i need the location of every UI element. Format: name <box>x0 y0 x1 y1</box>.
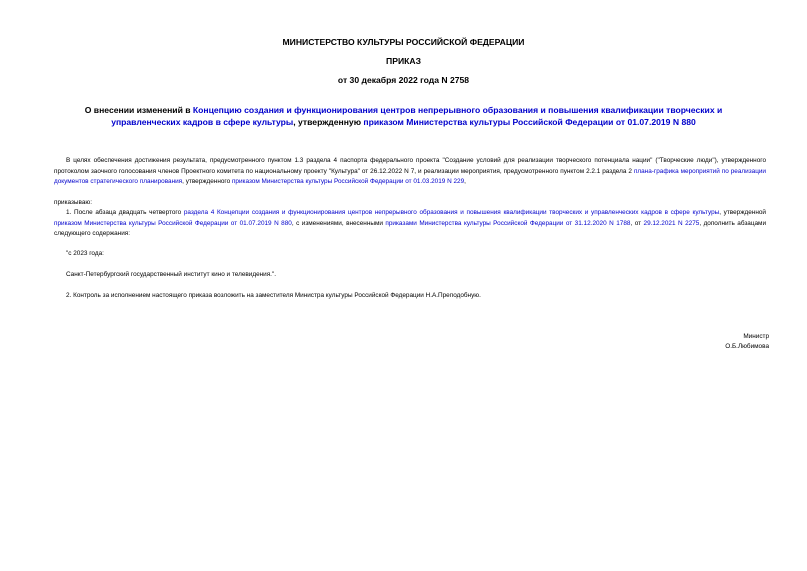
signatory-position: Министр <box>743 333 769 340</box>
preamble-text-2: , утвержденного <box>182 178 232 185</box>
order-880-link[interactable]: приказом Министерства культуры Российской Федерации от 01.07.2019 N 880 <box>363 117 696 127</box>
point-2-paragraph: 2. Контроль за исполнением настоящего приказа возложить на заместителя Министра культуры Российской Федерации Н.А.Преподобную. <box>66 292 481 299</box>
document-type: ПРИКАЗ <box>386 56 421 66</box>
order-229-link[interactable]: приказом Министерства культуры Российской Федерации от 01.03.2019 N 229 <box>231 178 465 185</box>
point-1-text-4: , от <box>630 219 644 227</box>
order-1788-link[interactable]: приказами Министерства культуры Российской Федерации от 31.12.2020 N 1788 <box>385 219 631 227</box>
title-prefix: О внесении изменений в <box>84 105 193 115</box>
point-1-paragraph <box>54 208 766 240</box>
quote-line-2: Санкт-Петербургский государственный институт кино и телевидения.". <box>66 271 277 278</box>
point-1-text-2: , утвержденной <box>719 209 766 216</box>
ministry-name: МИНИСТЕРСТВО КУЛЬТУРЫ РОССИЙСКОЙ ФЕДЕРАЦИИ <box>282 37 525 47</box>
order-2275-link[interactable]: 29.12.2021 N 2275 <box>643 219 700 227</box>
order-880-ref-link[interactable]: приказом Министерства культуры Российской Федерации от 01.07.2019 N 880 <box>54 219 292 227</box>
preamble-text-3: , <box>464 178 466 185</box>
preamble-paragraph <box>54 156 766 188</box>
point-1-text-5: , дополнить абзацами следующего содержания: <box>54 219 767 237</box>
plan-schedule-link[interactable]: плана-графика мероприятий по реализации документов стратегического планирования <box>54 167 766 185</box>
concept-link[interactable]: Концепцию создания и функционирования центров непрерывного образования и повышения квалификации творческих и управленческих кадров в сфере культуры <box>111 105 723 127</box>
quote-line-1: "с 2023 года: <box>66 250 104 257</box>
preamble-text-1: В целях обеспечения достижения результата, предусмотренного пунктом 1.3 раздела 4 паспорта федерального проекта "Создание условий для реализации творческого потенциала нации" ("Творческие люди"), утвержденного протоколом заочного голосования членов Проектного комитета по национальному проекту "Культура" от 26.12.2022 N 7, и реализации мероприятия, предусмотренного пунктом 2.2.1 раздела 2 <box>54 157 766 175</box>
section-4-concept-link[interactable]: раздела 4 Концепции создания и функционирования центров непрерывного образования и повышения квалификации творческих и управленческих кадров в сфере культуры <box>183 209 720 216</box>
point-1-text-3: , с изменениями, внесенными <box>291 219 386 227</box>
signatory-name: О.Б.Любимова <box>725 343 769 350</box>
document-date-number: от 30 декабря 2022 года N 2758 <box>337 75 470 85</box>
point-1-text-1: 1. После абзаца двадцать четвертого <box>66 209 184 216</box>
order-word: приказываю: <box>54 199 92 206</box>
title-middle: , утвержденную <box>293 117 364 127</box>
document-title <box>70 104 737 128</box>
